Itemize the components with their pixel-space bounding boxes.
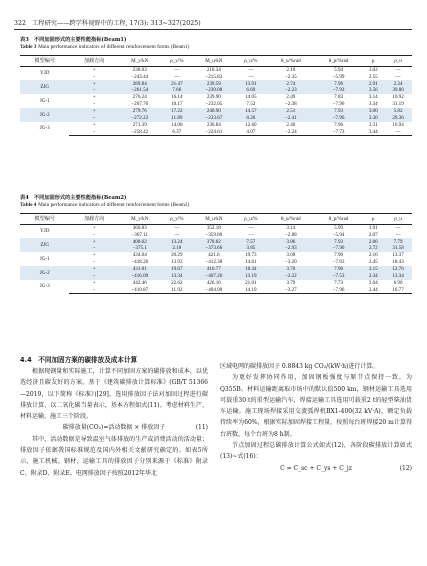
table-cell: 360.83 — [132, 225, 147, 231]
table-cell: −367.11 — [131, 231, 149, 238]
column-header: 加载方向 — [69, 214, 118, 225]
column-header: M_y/kN — [119, 56, 161, 67]
table-cell: 6.90 — [393, 279, 403, 286]
table-row — [20, 231, 412, 238]
table-cell: 7.96 — [334, 252, 344, 259]
page-number: 322 — [14, 20, 26, 27]
table-cell: − — [92, 101, 96, 108]
table-cell: 271.39 — [132, 121, 147, 128]
table-cell: + — [92, 279, 96, 286]
table-row — [20, 67, 412, 74]
table-cell: 434.04 — [132, 252, 147, 259]
table-cell: 29.36 — [384, 115, 412, 122]
table-cell: − — [69, 87, 118, 94]
table-cell: −410.87 — [119, 287, 161, 294]
column-header: ρ_u — [384, 56, 412, 67]
table-cell: −7.83 — [332, 259, 345, 266]
table-cell: −359.80 — [205, 231, 223, 238]
table-cell: 13.37 — [392, 252, 404, 259]
table-cell: 5.94 — [334, 67, 344, 73]
table-cell: 3.79 — [286, 279, 296, 286]
table-row — [20, 115, 412, 122]
table-cell: 14.05 — [245, 94, 257, 101]
table-cell: — — [248, 231, 254, 238]
table-cell: 2.34 — [384, 80, 412, 87]
table-cell: 2.49 — [286, 94, 296, 101]
table-cell: 3.31 — [368, 121, 378, 128]
table-cell: 2.15 — [362, 266, 384, 273]
table-cell: 13.24 — [161, 238, 193, 245]
table-cell: 7.66 — [161, 87, 193, 94]
table-cell: −2.38 — [284, 101, 297, 108]
table-cell: 421.6 — [208, 252, 220, 259]
table-cell: 3.14 — [286, 225, 296, 231]
table-row — [20, 252, 412, 259]
table-cell: −3.20 — [284, 259, 297, 266]
table-row — [20, 129, 412, 136]
formula-11-text: 碳排放量(CO₂)=活动数据 × 排放因子 — [62, 424, 166, 432]
table-cell: 13.19 — [235, 273, 267, 280]
table-cell: 7.96 — [315, 80, 363, 87]
table4 — [20, 213, 412, 294]
table-cell: 289.84 — [119, 80, 161, 87]
table-cell: 7.83 — [334, 94, 344, 101]
table3-caption-cn: 表3 不同加固形式的主要性能指标(Beam1) — [20, 37, 127, 43]
member-id-cell: ZJG — [20, 238, 69, 252]
table-cell: 6.37 — [161, 129, 193, 136]
table-cell: − — [69, 115, 118, 122]
table-cell: 2.10 — [286, 67, 296, 73]
table-cell: 442.46 — [132, 279, 147, 286]
table-cell: 14.57 — [235, 108, 267, 115]
table-cell: + — [69, 108, 118, 115]
table-cell: 14.08 — [171, 121, 183, 128]
table-cell: −404.90 — [193, 287, 235, 294]
table-cell: −7.96 — [315, 245, 363, 252]
table-cell: 19.73 — [245, 252, 257, 259]
member-id-cell: YJD — [40, 228, 50, 235]
table-cell: 3.30 — [362, 115, 384, 122]
table-cell: −375.1 — [119, 245, 161, 252]
table-cell: 12.60 — [245, 121, 257, 128]
column-header: θ_p/%rad — [315, 56, 363, 67]
table-cell: −243.44 — [131, 73, 149, 80]
table-cell: −7.96 — [315, 287, 363, 294]
table-cell: 6.60 — [235, 87, 267, 94]
column-header: μ — [362, 214, 384, 225]
table-row — [20, 273, 412, 280]
table-cell: 2.72 — [362, 245, 384, 252]
table-cell: 16.94 — [392, 121, 404, 128]
table-row — [20, 94, 412, 101]
journal-citation: 工程研究——跨学科视野中的工程, 17(3): 313~327(2025) — [32, 20, 201, 27]
table-cell: + — [92, 225, 96, 231]
table-cell: 16.14 — [171, 94, 183, 101]
table-cell: −5.99 — [332, 73, 345, 80]
table-cell: −224.61 — [193, 129, 235, 136]
table-cell: 2.45 — [368, 259, 378, 266]
section-title: 4.4 不同加固方案的碳排放及成本计算 — [20, 356, 138, 364]
table-cell: 7.79 — [384, 238, 412, 245]
column-header: M_u/kN — [193, 214, 235, 225]
table-cell: 31.58 — [384, 245, 412, 252]
table-cell: − — [92, 259, 96, 266]
table-row — [20, 266, 412, 273]
table-cell: 2.91 — [362, 80, 384, 87]
table-cell: −215.83 — [205, 73, 223, 80]
table-cell: + — [69, 266, 118, 273]
column-header: ρ_y/% — [161, 56, 193, 67]
right-paragraph-2: 节点加固过程总碳排放计算公式如式(12)，各阶段碳排放计算如式(13)~式(16)： — [220, 442, 412, 461]
table-row — [20, 280, 412, 287]
table-cell: — — [248, 67, 254, 73]
table-cell: 12.76 — [384, 266, 412, 273]
table-cell: −272.22 — [119, 115, 161, 122]
table-cell: 39.80 — [384, 87, 412, 94]
table-row — [20, 225, 412, 232]
table-cell: 10.77 — [384, 287, 412, 294]
table-cell: 431.81 — [119, 266, 161, 273]
table-cell: 352.18 — [206, 225, 221, 231]
member-id-cell: JG-3 — [39, 125, 50, 132]
table-cell: 3.02 — [368, 67, 378, 73]
table-cell: −412.38 — [205, 259, 223, 266]
table4-caption-en: Table 4 Main performance indicators of different reinforcement forms (Beam2) — [20, 202, 190, 208]
table-cell: −7.73 — [315, 129, 363, 136]
table-cell: 239.59 — [193, 80, 235, 87]
formula-12 — [220, 463, 412, 474]
table-cell: 3.56 — [362, 87, 384, 94]
table-cell: − — [92, 73, 96, 80]
table-cell: 3.34 — [368, 101, 378, 108]
column-header: M_u/kN — [193, 56, 235, 67]
table-cell: 2.16 — [368, 252, 378, 259]
table-cell: 3.85 — [235, 245, 267, 252]
table-cell: — — [174, 73, 180, 80]
table-cell: −2.24 — [267, 129, 315, 136]
table-cell: 7.96 — [315, 266, 363, 273]
table-cell: 31.19 — [392, 101, 404, 108]
column-header: ρ_u — [384, 214, 412, 225]
table-row — [20, 108, 412, 115]
table-cell: 21.47 — [161, 80, 193, 87]
table-cell: 2.51 — [267, 108, 315, 115]
table-cell: 2.55 — [368, 73, 378, 80]
table-cell: 408.62 — [119, 238, 161, 245]
table-cell: 10.92 — [392, 94, 404, 101]
table-cell: 21.01 — [245, 279, 257, 286]
table-cell: 2.44 — [362, 287, 384, 294]
table4-header-row — [20, 214, 412, 225]
table-cell: 239.90 — [206, 94, 221, 101]
column-header: 加载方向 — [69, 56, 118, 67]
table-cell: 22.62 — [171, 279, 183, 286]
member-id-cell: ZJG — [20, 80, 69, 94]
member-id-cell: JG-2 — [20, 266, 69, 280]
table-cell: 5.99 — [334, 225, 344, 231]
table-row — [20, 101, 412, 108]
table-cell: −2.93 — [267, 245, 315, 252]
table-cell: — — [174, 67, 180, 73]
table-cell: 13.34 — [161, 273, 193, 280]
table-cell: 276.24 — [132, 94, 147, 101]
table4-caption-cn: 表4 不同加固形式的主要性能指标(Beam2) — [20, 195, 127, 201]
column-header: M_y/kN — [119, 214, 161, 225]
table-cell: + — [92, 252, 96, 259]
right-column — [220, 361, 412, 474]
table-cell: −261.54 — [119, 87, 161, 94]
table-cell: −2.41 — [267, 115, 315, 122]
table-cell: −5.94 — [332, 231, 345, 238]
table-cell: 4.07 — [235, 129, 267, 136]
table-row — [20, 245, 412, 252]
table-cell: 8.26 — [235, 115, 267, 122]
table-cell: 426.16 — [206, 279, 221, 286]
table-cell: −233.67 — [193, 115, 235, 122]
table-cell: 7.57 — [235, 238, 267, 245]
table-cell: 13.34 — [384, 273, 412, 280]
table-cell: −7.96 — [332, 101, 345, 108]
formula-11-number: (11) — [195, 424, 208, 432]
table-row — [20, 73, 412, 80]
table-cell: — — [395, 231, 401, 238]
column-header: 模型编号 — [20, 56, 69, 67]
table-cell: −7.53 — [315, 273, 363, 280]
table-cell: 10.17 — [171, 101, 183, 108]
right-paragraph-1: 为更好发挥协同作用，加固钢板强度与原节点保持一致，为Q355B。材料运输距离取市场中的默认值500 km，钢材运输工具选用可载重30 t的重型运输汽车，焊接运输工具选用可载重2 t的轻型柴油货车运输。施工现场焊接采用交流弧焊机BX1-400(32 kV·A)，额定负载持续率为60%，根据实际加固焊接工程量，按照每台班焊接20 m计算得台班数，每个台班为8 h制。 — [220, 374, 412, 438]
table-cell: 3.86 — [267, 238, 315, 245]
table-cell: 2.18 — [161, 245, 193, 252]
table-cell: 18.43 — [392, 259, 404, 266]
table-cell: 17.22 — [161, 108, 193, 115]
column-header: θ_p/%rad — [315, 214, 363, 225]
table-cell: — — [395, 67, 401, 73]
table-cell: 13.93 — [171, 259, 183, 266]
table-row — [20, 259, 412, 266]
table-cell: 2.06 — [362, 238, 384, 245]
table-cell: − — [69, 129, 118, 136]
table-cell: 416.77 — [193, 266, 235, 273]
member-id-cell: JG-3 — [39, 283, 50, 290]
table-cell: −2.88 — [284, 231, 297, 238]
table-cell: −258.42 — [119, 129, 161, 136]
table-cell: 18.34 — [235, 266, 267, 273]
table-cell: − — [69, 245, 118, 252]
table-row — [20, 238, 412, 245]
table-cell: 238.03 — [132, 67, 147, 73]
table-cell: — — [384, 129, 412, 136]
table-cell: −3.22 — [267, 273, 315, 280]
table-cell: −407.26 — [193, 273, 235, 280]
table-cell: −2.23 — [267, 87, 315, 94]
table-cell: −7.96 — [315, 115, 363, 122]
table-cell: 236.84 — [206, 121, 221, 128]
table-cell: 3.44 — [362, 129, 384, 136]
table-cell: 7.73 — [334, 279, 344, 286]
table-cell: −230.08 — [193, 87, 235, 94]
table-cell: 2.34 — [362, 273, 384, 280]
table-cell: 3.00 — [362, 108, 384, 115]
table3-caption-en: Table 3 Main performance indicators of different reinforcement forms (Beam1) — [20, 44, 190, 50]
column-header: ρ_u/% — [235, 214, 267, 225]
table-cell: −2.35 — [284, 73, 297, 80]
table-row — [20, 80, 412, 87]
table-cell: 3.14 — [368, 94, 378, 101]
table-cell: −418.26 — [131, 259, 149, 266]
table-cell: −267.76 — [131, 101, 149, 108]
table-cell: 3.68 — [286, 252, 296, 259]
table-cell: 210.34 — [206, 67, 221, 73]
table-cell: 279.76 — [119, 108, 161, 115]
table-cell: − — [92, 231, 96, 238]
table-row — [20, 122, 412, 129]
running-header — [14, 18, 412, 27]
table-cell: 378.82 — [193, 238, 235, 245]
column-header: 模型编号 — [20, 214, 69, 225]
table-cell: 3.70 — [267, 266, 315, 273]
table-cell: — — [395, 73, 401, 80]
table-cell: — — [174, 225, 180, 231]
table-cell: + — [69, 80, 118, 87]
table-cell: 11.89 — [161, 115, 193, 122]
member-id-cell: JG-1 — [39, 255, 50, 262]
table-cell: 240.90 — [193, 108, 235, 115]
table-cell: + — [92, 67, 96, 73]
table-cell: 2.40 — [286, 121, 296, 128]
table-cell: 11.92 — [161, 287, 193, 294]
column-header: θ_u/%rad — [267, 214, 315, 225]
table-cell: 2.04 — [368, 279, 378, 286]
table-cell: −373.66 — [193, 245, 235, 252]
table-cell: 1.91 — [368, 225, 378, 231]
table-cell: −7.93 — [315, 87, 363, 94]
table-cell: + — [69, 238, 118, 245]
table-cell: −416.09 — [119, 273, 161, 280]
table3-header-row — [20, 56, 412, 67]
table-cell: — — [248, 225, 254, 231]
table-cell: 7.52 — [246, 101, 256, 108]
formula-11 — [20, 422, 208, 433]
table-cell: — — [174, 231, 180, 238]
table-cell: — — [248, 73, 254, 80]
member-id-cell: JG-1 — [39, 97, 50, 104]
table-cell: −232.05 — [205, 101, 223, 108]
column-header: μ — [362, 56, 384, 67]
table-cell: 7.93 — [315, 108, 363, 115]
right-paragraph-0: 区域电网的碳排放因子 0.8843 kg CO₂/(kW·h)进行计算。 — [220, 363, 379, 370]
table-cell: 2.74 — [267, 80, 315, 87]
left-paragraph-1: 根据现钢量和实际施工，计算不同加固方案的碳排放和成本，以优选经济且碳友好的方案。基于《建筑碳排放计算标准》(GB/T 51366—2019，以下简称《标准》)[29]，选用排放因子法对加固过程进行碳排放计算，以二氧化碳当量表示，基本方程如式(11)。考虑材料生产、材料运输、施工三个阶段。 — [20, 368, 208, 421]
table-row — [20, 287, 412, 294]
table-cell: − — [69, 287, 118, 294]
formula-12-text: C = C_sc + C_ys + C_jz — [280, 464, 352, 472]
table-cell: 20.29 — [171, 252, 183, 259]
member-id-cell: YJD — [40, 70, 50, 77]
table-cell: — — [395, 225, 401, 231]
table-row — [20, 87, 412, 94]
header-rule — [14, 29, 412, 30]
formula-12-number: (12) — [399, 464, 412, 472]
table-cell: 7.96 — [334, 121, 344, 128]
column-header: θ_u/%rad — [267, 56, 315, 67]
left-column — [20, 366, 208, 479]
table-cell: 5.82 — [384, 108, 412, 115]
table-cell: − — [69, 273, 118, 280]
table-cell: + — [92, 121, 96, 128]
column-header: ρ_u/% — [235, 56, 267, 67]
member-id-cell: JG-2 — [20, 108, 69, 122]
table-cell: 2.07 — [368, 231, 378, 238]
table-cell: 13.91 — [235, 80, 267, 87]
table-cell: 19.67 — [161, 266, 193, 273]
table-cell: 7.93 — [315, 238, 363, 245]
table3 — [20, 55, 412, 136]
table-cell: + — [92, 94, 96, 101]
table-cell: 14.19 — [235, 287, 267, 294]
left-paragraph-2: 其中，活动数据是导致温室气体排放的生产或消费活动的活动量；排放因子依据我国标准规范及国内外相关文献研究确定的。如表5所示，施工机械、钢材、运输工具的排放因子分别来源于《标准》附录C、附录D、附录E。电网排放因子按照2012年华北 — [20, 435, 208, 477]
column-header: ρ_y/% — [161, 214, 193, 225]
table-cell: 14.61 — [245, 259, 257, 266]
table-cell: −3.27 — [267, 287, 315, 294]
